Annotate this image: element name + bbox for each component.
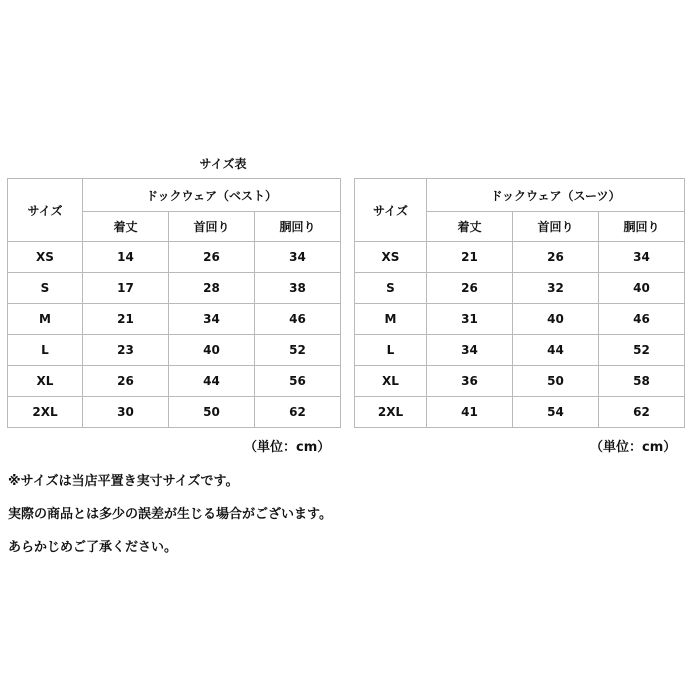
size-cell: XS — [355, 242, 427, 273]
group-header: ドックウェア（スーツ） — [427, 179, 685, 212]
value-cell: 28 — [169, 273, 255, 304]
column-header: 首回り — [513, 212, 599, 242]
value-cell: 32 — [513, 273, 599, 304]
value-cell: 36 — [427, 366, 513, 397]
size-cell: XL — [355, 366, 427, 397]
value-cell: 52 — [255, 335, 341, 366]
page-title: サイズ表 — [199, 157, 247, 171]
table-row — [355, 335, 685, 366]
value-cell: 40 — [513, 304, 599, 335]
note-line: 実際の商品とは多少の誤差が生じる場合がございます。 — [8, 507, 332, 522]
size-table-suit — [354, 178, 685, 428]
size-cell: S — [355, 273, 427, 304]
value-cell: 14 — [83, 242, 169, 273]
size-cell: L — [355, 335, 427, 366]
value-cell: 26 — [427, 273, 513, 304]
value-cell: 50 — [513, 366, 599, 397]
value-cell: 50 — [169, 397, 255, 428]
value-cell: 41 — [427, 397, 513, 428]
note-line: あらかじめご了承ください。 — [8, 540, 178, 555]
table-row — [8, 366, 341, 397]
value-cell: 26 — [169, 242, 255, 273]
value-cell: 23 — [83, 335, 169, 366]
value-cell: 40 — [169, 335, 255, 366]
value-cell: 40 — [599, 273, 685, 304]
value-cell: 26 — [513, 242, 599, 273]
column-header: 着丈 — [427, 212, 513, 242]
size-cell: L — [8, 335, 83, 366]
size-header: サイズ — [355, 179, 427, 242]
table-row — [8, 304, 341, 335]
table-row — [355, 397, 685, 428]
value-cell: 21 — [427, 242, 513, 273]
column-header: 着丈 — [83, 212, 169, 242]
value-cell: 26 — [83, 366, 169, 397]
value-cell: 34 — [169, 304, 255, 335]
value-cell: 56 — [255, 366, 341, 397]
value-cell: 62 — [599, 397, 685, 428]
value-cell: 21 — [83, 304, 169, 335]
table-row — [8, 242, 341, 273]
value-cell: 46 — [255, 304, 341, 335]
table-row — [355, 304, 685, 335]
value-cell: 44 — [513, 335, 599, 366]
size-table-vest — [7, 178, 341, 428]
table-row — [355, 273, 685, 304]
table-row — [8, 273, 341, 304]
size-cell: M — [355, 304, 427, 335]
value-cell: 31 — [427, 304, 513, 335]
column-header: 首回り — [169, 212, 255, 242]
value-cell: 44 — [169, 366, 255, 397]
value-cell: 62 — [255, 397, 341, 428]
value-cell: 17 — [83, 273, 169, 304]
table-row — [8, 335, 341, 366]
size-cell: 2XL — [355, 397, 427, 428]
note-line: ※サイズは当店平置き実寸サイズです。 — [8, 474, 239, 489]
table-row — [8, 397, 341, 428]
value-cell: 30 — [83, 397, 169, 428]
value-cell: 54 — [513, 397, 599, 428]
value-cell: 34 — [599, 242, 685, 273]
size-cell: XL — [8, 366, 83, 397]
unit-label: （単位：cm） — [244, 440, 331, 455]
table-row — [355, 366, 685, 397]
group-header: ドックウェア（ベスト） — [83, 179, 341, 212]
value-cell: 34 — [255, 242, 341, 273]
size-cell: 2XL — [8, 397, 83, 428]
table-row — [355, 242, 685, 273]
value-cell: 58 — [599, 366, 685, 397]
size-cell: S — [8, 273, 83, 304]
column-header: 胴回り — [599, 212, 685, 242]
value-cell: 52 — [599, 335, 685, 366]
value-cell: 34 — [427, 335, 513, 366]
unit-label: （単位：cm） — [590, 440, 677, 455]
column-header: 胴回り — [255, 212, 341, 242]
size-cell: M — [8, 304, 83, 335]
size-cell: XS — [8, 242, 83, 273]
size-header: サイズ — [8, 179, 83, 242]
value-cell: 38 — [255, 273, 341, 304]
value-cell: 46 — [599, 304, 685, 335]
